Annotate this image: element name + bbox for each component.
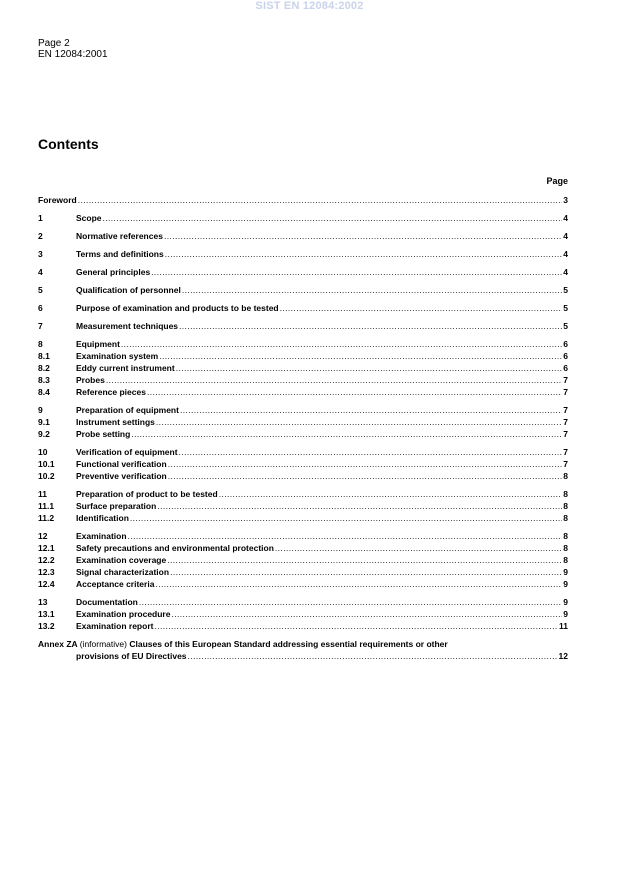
dot-leader: [154, 620, 558, 632]
toc-entry-number: 13: [38, 597, 48, 607]
toc-entry-number: 9: [38, 405, 43, 415]
toc-entry-number: 10.1: [38, 459, 55, 469]
dot-leader: [103, 212, 563, 224]
toc-entry[interactable]: [38, 608, 568, 620]
dot-leader: [182, 284, 562, 296]
toc-entry-title: Documentation: [76, 597, 138, 607]
dot-leader: [139, 596, 562, 608]
dot-leader: [131, 428, 562, 440]
toc-entry[interactable]: [38, 194, 568, 206]
dot-leader: [170, 566, 562, 578]
toc-entry[interactable]: [38, 266, 568, 278]
contents-title: Contents: [38, 136, 99, 152]
toc-entry-page: 4: [563, 267, 568, 277]
dot-leader: [168, 458, 563, 470]
toc-entry-title: Measurement techniques: [76, 321, 179, 331]
toc-entry-title: Scope: [76, 213, 102, 223]
toc-entry-number: 1: [38, 213, 43, 223]
page-number: Page 2: [38, 38, 70, 49]
toc-entry-title: Qualification of personnel: [76, 285, 181, 295]
toc-entry[interactable]: [38, 404, 568, 416]
toc-entry-page: 8: [563, 513, 568, 523]
annex-page: 12: [558, 651, 568, 661]
toc-entry-page: 5: [563, 321, 568, 331]
toc-entry-page: 8: [563, 543, 568, 553]
toc-entry-number: 13.1: [38, 609, 55, 619]
toc-entry-title: Examination coverage: [76, 555, 167, 565]
dot-leader: [164, 230, 562, 242]
dot-leader: [167, 554, 562, 566]
toc-entry[interactable]: [38, 320, 568, 332]
toc-entry-page: 11: [559, 621, 568, 631]
toc-entry-number: 2: [38, 231, 43, 241]
toc-entry-title: Purpose of examination and products to be tested: [76, 303, 279, 313]
toc-entry-title: Examination procedure: [76, 609, 171, 619]
dot-leader: [130, 512, 562, 524]
dot-leader: [280, 302, 563, 314]
toc-entry-title: Identification: [76, 513, 129, 523]
toc-entry-title: Examination system: [76, 351, 159, 361]
toc-entry-title: Preparation of equipment: [76, 405, 179, 415]
toc-entry-number: 8.3: [38, 375, 50, 385]
toc-entry-title: Verification of equipment: [76, 447, 178, 457]
toc-entry[interactable]: [38, 374, 568, 386]
toc-entry-number: 8.4: [38, 387, 50, 397]
toc-entry[interactable]: [38, 566, 568, 578]
toc-entry-title: Foreword: [38, 195, 77, 205]
toc-entry-title: Examination: [76, 531, 127, 541]
standard-id: EN 12084:2001: [38, 49, 108, 60]
toc-entry-number: 8.2: [38, 363, 50, 373]
toc-entry-title: Preparation of product to be tested: [76, 489, 218, 499]
toc-entry-page: 9: [563, 609, 568, 619]
toc-entry-page: 8: [563, 555, 568, 565]
dot-leader: [147, 386, 562, 398]
annex-label: Annex ZA: [38, 639, 78, 649]
toc-entry-page: 9: [563, 579, 568, 589]
toc-entry-page: 7: [563, 405, 568, 415]
dot-leader: [121, 338, 562, 350]
toc-entry[interactable]: [38, 350, 568, 362]
toc-entry[interactable]: [38, 302, 568, 314]
toc-entry-title: Normative references: [76, 231, 163, 241]
toc-entry-number: 12.1: [38, 543, 55, 553]
toc-entry[interactable]: [38, 596, 568, 608]
toc-entry-page: 7: [563, 447, 568, 457]
toc-entry-page: 4: [563, 231, 568, 241]
toc-entry[interactable]: [38, 554, 568, 566]
dot-leader: [179, 446, 563, 458]
table-of-contents: [38, 194, 568, 662]
dot-leader: [219, 488, 563, 500]
toc-entry-page: 7: [563, 387, 568, 397]
toc-entry-page: 9: [563, 567, 568, 577]
toc-entry-page: 6: [563, 339, 568, 349]
toc-entry-title: General principles: [76, 267, 151, 277]
toc-entry[interactable]: [38, 230, 568, 242]
dot-leader: [180, 404, 562, 416]
toc-entry-title: Examination report: [76, 621, 154, 631]
toc-entry[interactable]: [38, 212, 568, 224]
toc-entry-page: 7: [563, 429, 568, 439]
dot-leader: [156, 416, 562, 428]
toc-entry-number: 9.1: [38, 417, 50, 427]
toc-entry-number: 12: [38, 531, 48, 541]
toc-entry-number: 10.2: [38, 471, 55, 481]
toc-entry[interactable]: [38, 530, 568, 542]
toc-entry-title: Surface preparation: [76, 501, 157, 511]
toc-entry[interactable]: [38, 248, 568, 260]
toc-entry[interactable]: [38, 338, 568, 350]
toc-entry-number: 3: [38, 249, 43, 259]
page-header: [38, 38, 108, 60]
toc-entry-title: Safety precautions and environmental protection: [76, 543, 274, 553]
toc-entry-title: Functional verification: [76, 459, 167, 469]
toc-entry-title: Equipment: [76, 339, 120, 349]
toc-entry[interactable]: [38, 416, 568, 428]
toc-entry[interactable]: [38, 620, 568, 632]
dot-leader: [106, 374, 562, 386]
annex-title-line1: Clauses of this European Standard addressing essential requirements or other: [129, 639, 448, 649]
toc-entry-number: 12.2: [38, 555, 55, 565]
dot-leader: [179, 320, 562, 332]
toc-entry-number: 12.3: [38, 567, 55, 577]
dot-leader: [165, 248, 563, 260]
toc-entry[interactable]: [38, 488, 568, 500]
page-column-label: Page: [546, 176, 568, 186]
dot-leader: [159, 350, 562, 362]
toc-entry[interactable]: [38, 284, 568, 296]
toc-entry-number: 5: [38, 285, 43, 295]
toc-entry-page: 3: [563, 195, 568, 205]
toc-entry-number: 7: [38, 321, 43, 331]
dot-leader: [275, 542, 562, 554]
toc-entry-page: 8: [563, 489, 568, 499]
toc-entry-page: 5: [563, 285, 568, 295]
toc-entry-title: Eddy current instrument: [76, 363, 175, 373]
toc-entry[interactable]: [38, 362, 568, 374]
toc-entry-page: 5: [563, 303, 568, 313]
toc-entry-number: 8.1: [38, 351, 50, 361]
dot-leader: [151, 266, 562, 278]
dot-leader: [168, 470, 563, 482]
watermark: SIST EN 12084:2002: [255, 0, 364, 12]
toc-entry-number: 6: [38, 303, 43, 313]
toc-entry-page: 9: [563, 597, 568, 607]
annex-title-line2: provisions of EU Directives: [76, 651, 187, 661]
dot-leader: [78, 194, 563, 206]
dot-leader: [188, 650, 558, 662]
toc-entry-page: 7: [563, 459, 568, 469]
toc-entry-number: 11: [38, 489, 47, 499]
toc-entry[interactable]: [38, 542, 568, 554]
toc-entry-page: 6: [563, 351, 568, 361]
toc-entry-title: Instrument settings: [76, 417, 155, 427]
toc-entry-number: 9.2: [38, 429, 50, 439]
toc-entry-title: Signal characterization: [76, 567, 170, 577]
toc-entry-page: 4: [563, 213, 568, 223]
toc-entry-page: 8: [563, 501, 568, 511]
dot-leader: [128, 530, 563, 542]
toc-entry-page: 7: [563, 417, 568, 427]
toc-entry-title: Preventive verification: [76, 471, 167, 481]
toc-entry-title: Acceptance criteria: [76, 579, 155, 589]
toc-entry-title: Terms and definitions: [76, 249, 164, 259]
dot-leader: [155, 578, 562, 590]
dot-leader: [176, 362, 563, 374]
toc-entry-page: 4: [563, 249, 568, 259]
toc-entry-page: 8: [563, 531, 568, 541]
annex-informative: (informative): [79, 639, 127, 649]
toc-entry[interactable]: [38, 458, 568, 470]
toc-entry-number: 10: [38, 447, 48, 457]
toc-entry-title: Probes: [76, 375, 105, 385]
toc-entry[interactable]: [38, 500, 568, 512]
toc-entry-title: Reference pieces: [76, 387, 146, 397]
dot-leader: [157, 500, 562, 512]
toc-entry-number: 11.1: [38, 501, 55, 511]
toc-entry[interactable]: [38, 428, 568, 440]
toc-annex-entry[interactable]: [38, 638, 568, 662]
toc-entry-number: 13.2: [38, 621, 55, 631]
toc-entry-number: 4: [38, 267, 43, 277]
toc-entry[interactable]: [38, 470, 568, 482]
toc-entry-number: 12.4: [38, 579, 55, 589]
toc-entry-page: 7: [563, 375, 568, 385]
toc-entry[interactable]: [38, 512, 568, 524]
toc-entry-page: 8: [563, 471, 568, 481]
dot-leader: [171, 608, 562, 620]
toc-entry-title: Probe setting: [76, 429, 131, 439]
toc-entry[interactable]: [38, 386, 568, 398]
toc-entry[interactable]: [38, 578, 568, 590]
toc-entry-page: 6: [563, 363, 568, 373]
toc-entry[interactable]: [38, 446, 568, 458]
toc-entry-number: 8: [38, 339, 43, 349]
toc-entry-number: 11.2: [38, 513, 55, 523]
